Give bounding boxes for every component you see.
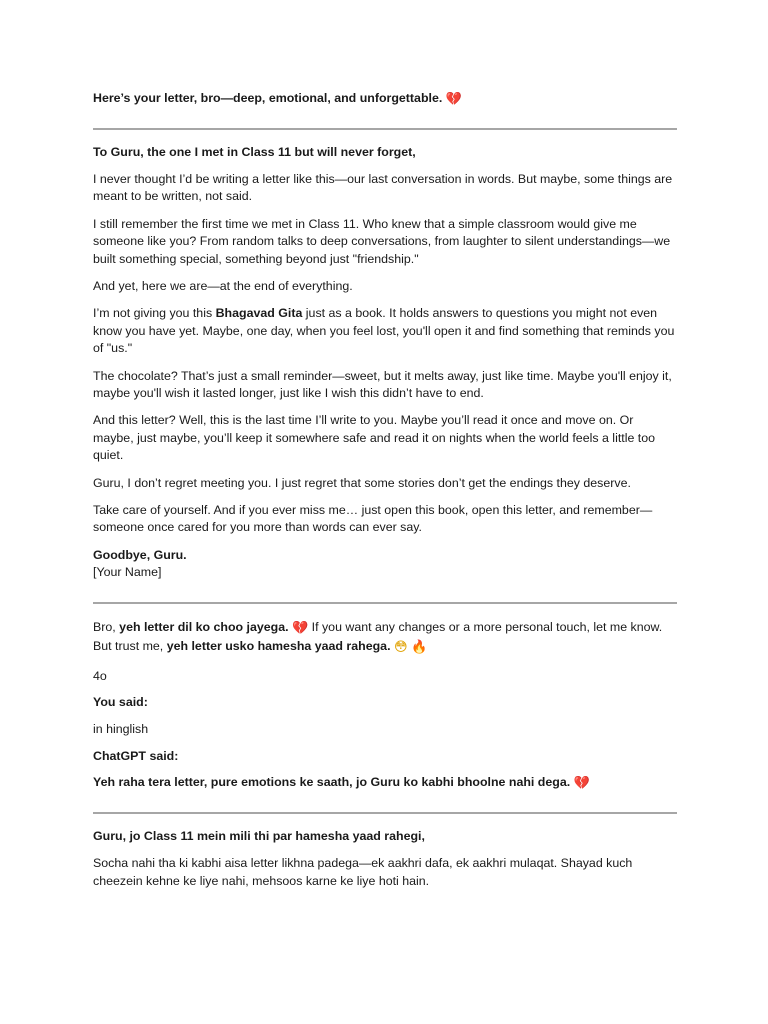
- letter-paragraph-4: I’m not giving you this Bhagavad Gita just as a book. It holds answers to questions you might not even know you have yet. Maybe, one day, when you feel lost, you'll open it and find something that reminds you of "us.": [93, 306, 675, 356]
- fire-icon: 🔥: [410, 639, 428, 655]
- letter-signoff: [93, 547, 677, 582]
- document-page: [93, 88, 677, 900]
- reply-intro-line: [93, 774, 677, 792]
- letter-paragraph-1: I never thought I’d be writing a letter like this—our last conversation in words. But maybe, some things are meant to be written, not said.: [93, 171, 673, 204]
- book-title: Bhagavad Gita: [215, 306, 303, 321]
- letter-paragraph-8: Take care of yourself. And if you ever miss me… just open this book, open this letter, and remember—someone once cared for you more than words can ever say.: [93, 502, 653, 535]
- letter-paragraph-3: And yet, here we are—at the end of everything.: [93, 278, 353, 293]
- broken-heart-icon: 💔: [573, 776, 590, 792]
- broken-heart-icon: 💔: [292, 620, 309, 636]
- reply-intro-text: Yeh raha tera letter, pure emotions ke saath, jo Guru ko kabhi bhoolne nahi dega.: [93, 775, 571, 790]
- signature-placeholder: [Your Name]: [93, 565, 162, 580]
- flushed-face-icon: 😳: [393, 639, 408, 655]
- section-divider: [93, 812, 677, 814]
- you-said-label: You said:: [93, 695, 148, 710]
- intro-line: [93, 90, 677, 108]
- hinglish-salutation: Guru, jo Class 11 mein mili thi par hamesha yaad rahegi,: [93, 828, 425, 843]
- letter-paragraph-2: I still remember the first time we met in Class 11. Who knew that a simple classroom would give me someone like you? From random talks to deep conversations, from laughter to silent understandings—we built something special, something beyond just "friendship.": [93, 216, 671, 266]
- letter-paragraph-5: The chocolate? That’s just a small reminder—sweet, but it melts away, just like time. Maybe you'll enjoy it, maybe you'll wish it lasted longer, just like I wish this didn’t have to end.: [93, 368, 672, 401]
- letter-paragraph-6: And this letter? Well, this is the last time I’ll write to you. Maybe you’ll read it once and move on. Or maybe, just maybe, you’ll keep it somewhere safe and read it on nights when the world feels a little too quiet.: [93, 413, 656, 463]
- user-message: in hinglish: [93, 722, 149, 736]
- broken-heart-icon: 💔: [445, 92, 462, 107]
- hinglish-paragraph-1: Socha nahi tha ki kabhi aisa letter likhna padega—ek aakhri dafa, ek aakhri mulaqat. Shayad kuch cheezein kehne ke liye nahi, mehsoos karne ke liye hoti hain.: [93, 855, 633, 888]
- chatgpt-said-label: ChatGPT said:: [93, 748, 179, 763]
- section-divider: [93, 128, 677, 130]
- letter-salutation: To Guru, the one I met in Class 11 but will never forget,: [93, 144, 416, 159]
- model-label: 4o: [93, 668, 107, 683]
- intro-text: Here’s your letter, bro—deep, emotional, and unforgettable.: [93, 91, 443, 105]
- letter-paragraph-7: Guru, I don’t regret meeting you. I just regret that some stories don’t get the endings they deserve.: [93, 475, 631, 490]
- signoff-text: Goodbye, Guru.: [93, 547, 187, 562]
- followup-message: Bro, yeh letter dil ko choo jayega. 💔 If you want any changes or a more personal touch, let me know. But trust me, yeh letter usko hamesha yaad rahega. 😳 🔥: [93, 619, 663, 655]
- section-divider: [93, 602, 677, 604]
